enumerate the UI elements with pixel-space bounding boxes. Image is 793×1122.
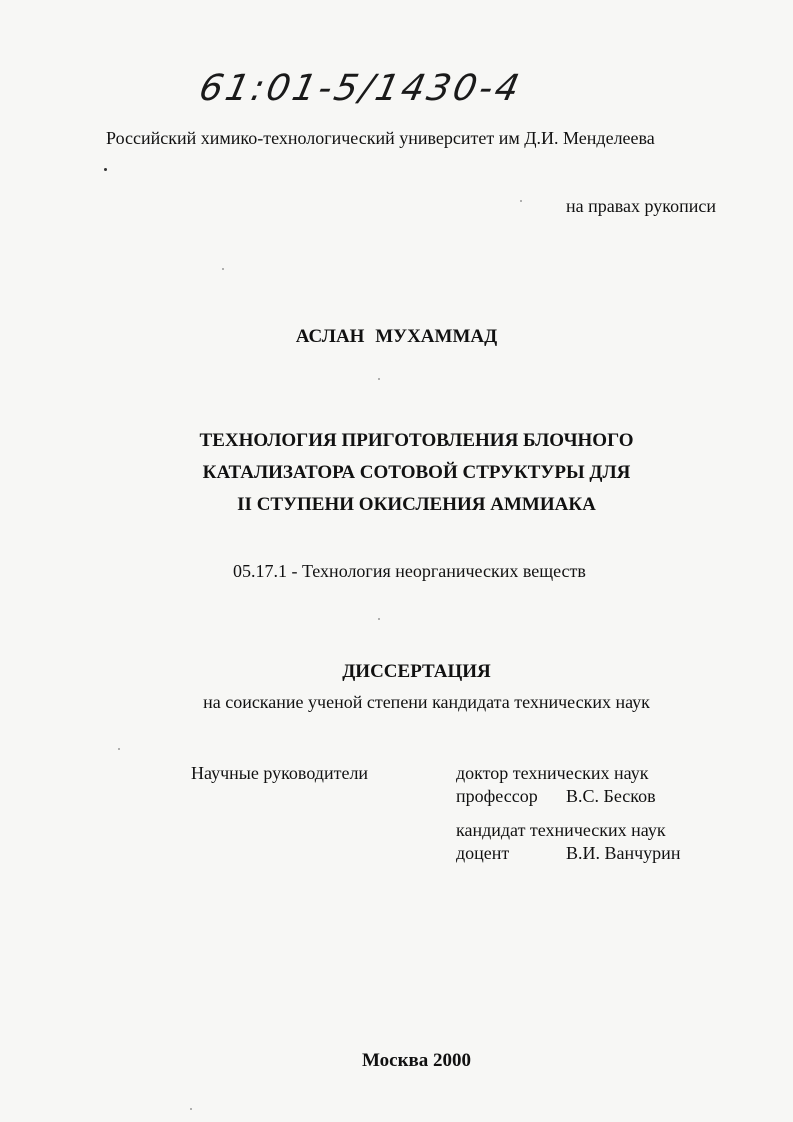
work-type: ДИССЕРТАЦИЯ — [342, 661, 491, 682]
supervisor-2-title: доцент — [456, 843, 510, 863]
title-line: КАТАЛИЗАТОРА СОТОВОЙ СТРУКТУРЫ ДЛЯ — [202, 462, 631, 483]
thesis-title — [0, 425, 793, 521]
scan-speck — [118, 748, 120, 750]
supervisor-1-degree: доктор технических наук — [456, 763, 649, 783]
supervisor-2-name: В.И. Ванчурин — [566, 843, 681, 863]
title-line: II СТУПЕНИ ОКИСЛЕНИЯ АММИАКА — [237, 494, 596, 515]
university-name: Российский химико-технологический университет им Д.И. Менделеева — [106, 128, 655, 148]
scan-speck — [378, 378, 380, 380]
specialty-code: 05.17.1 - Технология неорганических веществ — [233, 561, 586, 581]
author-name: АСЛАН МУХАММАД — [295, 326, 498, 347]
archive-code-handwritten: 61:01-5/1430-4 — [195, 68, 526, 109]
city-year: Москва 2000 — [361, 1050, 472, 1071]
supervisor-2-degree: кандидат технических наук — [456, 820, 666, 840]
degree-sought: на соискание ученой степени кандидата технических наук — [203, 692, 650, 712]
supervisors-label: Научные руководители — [191, 763, 369, 783]
scan-speck — [222, 268, 224, 270]
scan-speck — [378, 618, 380, 620]
rights-note: на правах рукописи — [566, 196, 716, 216]
supervisor-1-title: профессор — [456, 786, 538, 806]
scan-speck — [520, 200, 522, 202]
scan-speck — [190, 1108, 192, 1110]
title-line: ТЕХНОЛОГИЯ ПРИГОТОВЛЕНИЯ БЛОЧНОГО — [199, 430, 634, 451]
scan-dot — [104, 168, 107, 171]
supervisor-1-name: В.С. Бесков — [566, 786, 656, 806]
